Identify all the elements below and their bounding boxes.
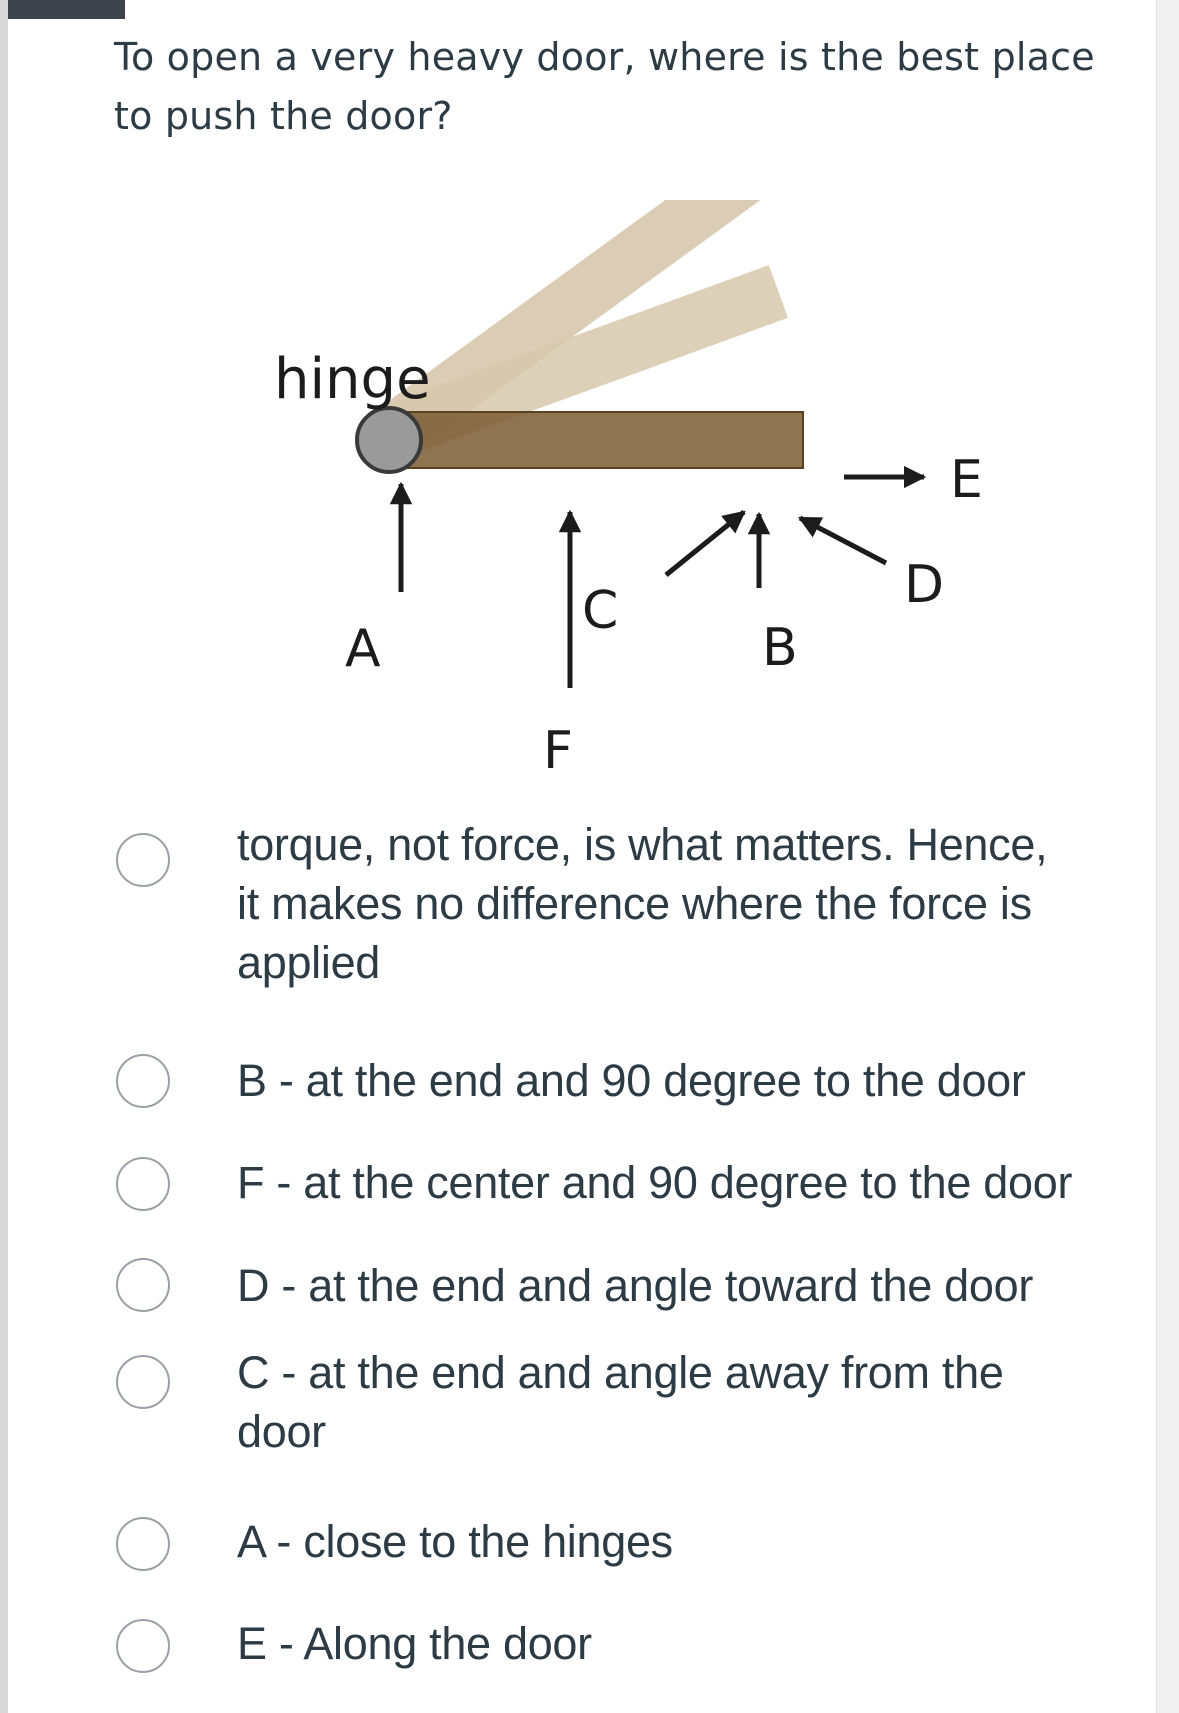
option-label <box>237 815 1137 992</box>
option-label <box>237 1614 1137 1673</box>
question-line-1: To open a very heavy door, where is the best place <box>114 35 1095 79</box>
label-e: E <box>950 450 983 510</box>
option-b[interactable] <box>116 1054 1156 1114</box>
radio-button[interactable] <box>116 833 170 887</box>
option-label-line: C - at the end and angle away from the <box>237 1347 1004 1398</box>
radio-button[interactable] <box>116 1054 170 1108</box>
left-rule <box>0 0 8 1713</box>
option-label-line: D - at the end and angle toward the door <box>237 1260 1034 1311</box>
option-label-line: E - Along the door <box>237 1618 592 1669</box>
radio-button[interactable] <box>116 1619 170 1673</box>
option-label-line: applied <box>237 937 381 988</box>
label-a: A <box>345 619 381 679</box>
door-diagram <box>262 200 1022 800</box>
option-label-line: it makes no difference where the force is <box>237 878 1032 929</box>
hinge-label: hinge <box>274 347 431 412</box>
option-d[interactable] <box>116 1258 1156 1318</box>
door-closed <box>395 412 803 468</box>
option-f[interactable] <box>116 1157 1156 1217</box>
radio-button[interactable] <box>116 1157 170 1211</box>
option-torque[interactable] <box>116 819 1156 1013</box>
option-label-line: door <box>237 1406 326 1457</box>
door-diagram-svg <box>262 200 1022 800</box>
radio-button[interactable] <box>116 1517 170 1571</box>
question-line-2: to push the door? <box>114 94 453 138</box>
option-label-line: torque, not force, is what matters. Hence, <box>237 819 1048 870</box>
option-label <box>237 1256 1137 1315</box>
option-label <box>237 1343 1137 1461</box>
option-label <box>237 1512 1137 1571</box>
option-a[interactable] <box>116 1517 1156 1577</box>
label-d: D <box>904 555 945 615</box>
option-label <box>237 1153 1157 1212</box>
label-f: F <box>543 721 573 781</box>
option-label-line: F - at the center and 90 degree to the door <box>237 1157 1073 1208</box>
option-label <box>237 1051 1137 1110</box>
hinge-circle <box>357 408 421 472</box>
option-label-line: B - at the end and 90 degree to the door <box>237 1055 1026 1106</box>
question-text <box>114 28 1124 146</box>
top-tab-bar <box>8 0 125 19</box>
radio-button[interactable] <box>116 1355 170 1409</box>
arrow-c <box>666 512 744 575</box>
option-label-line: A - close to the hinges <box>237 1516 673 1567</box>
label-b: B <box>762 618 798 678</box>
option-c[interactable] <box>116 1347 1156 1475</box>
radio-button[interactable] <box>116 1258 170 1312</box>
arrow-d <box>800 518 886 563</box>
option-e[interactable] <box>116 1619 1156 1679</box>
label-c: C <box>582 581 619 641</box>
